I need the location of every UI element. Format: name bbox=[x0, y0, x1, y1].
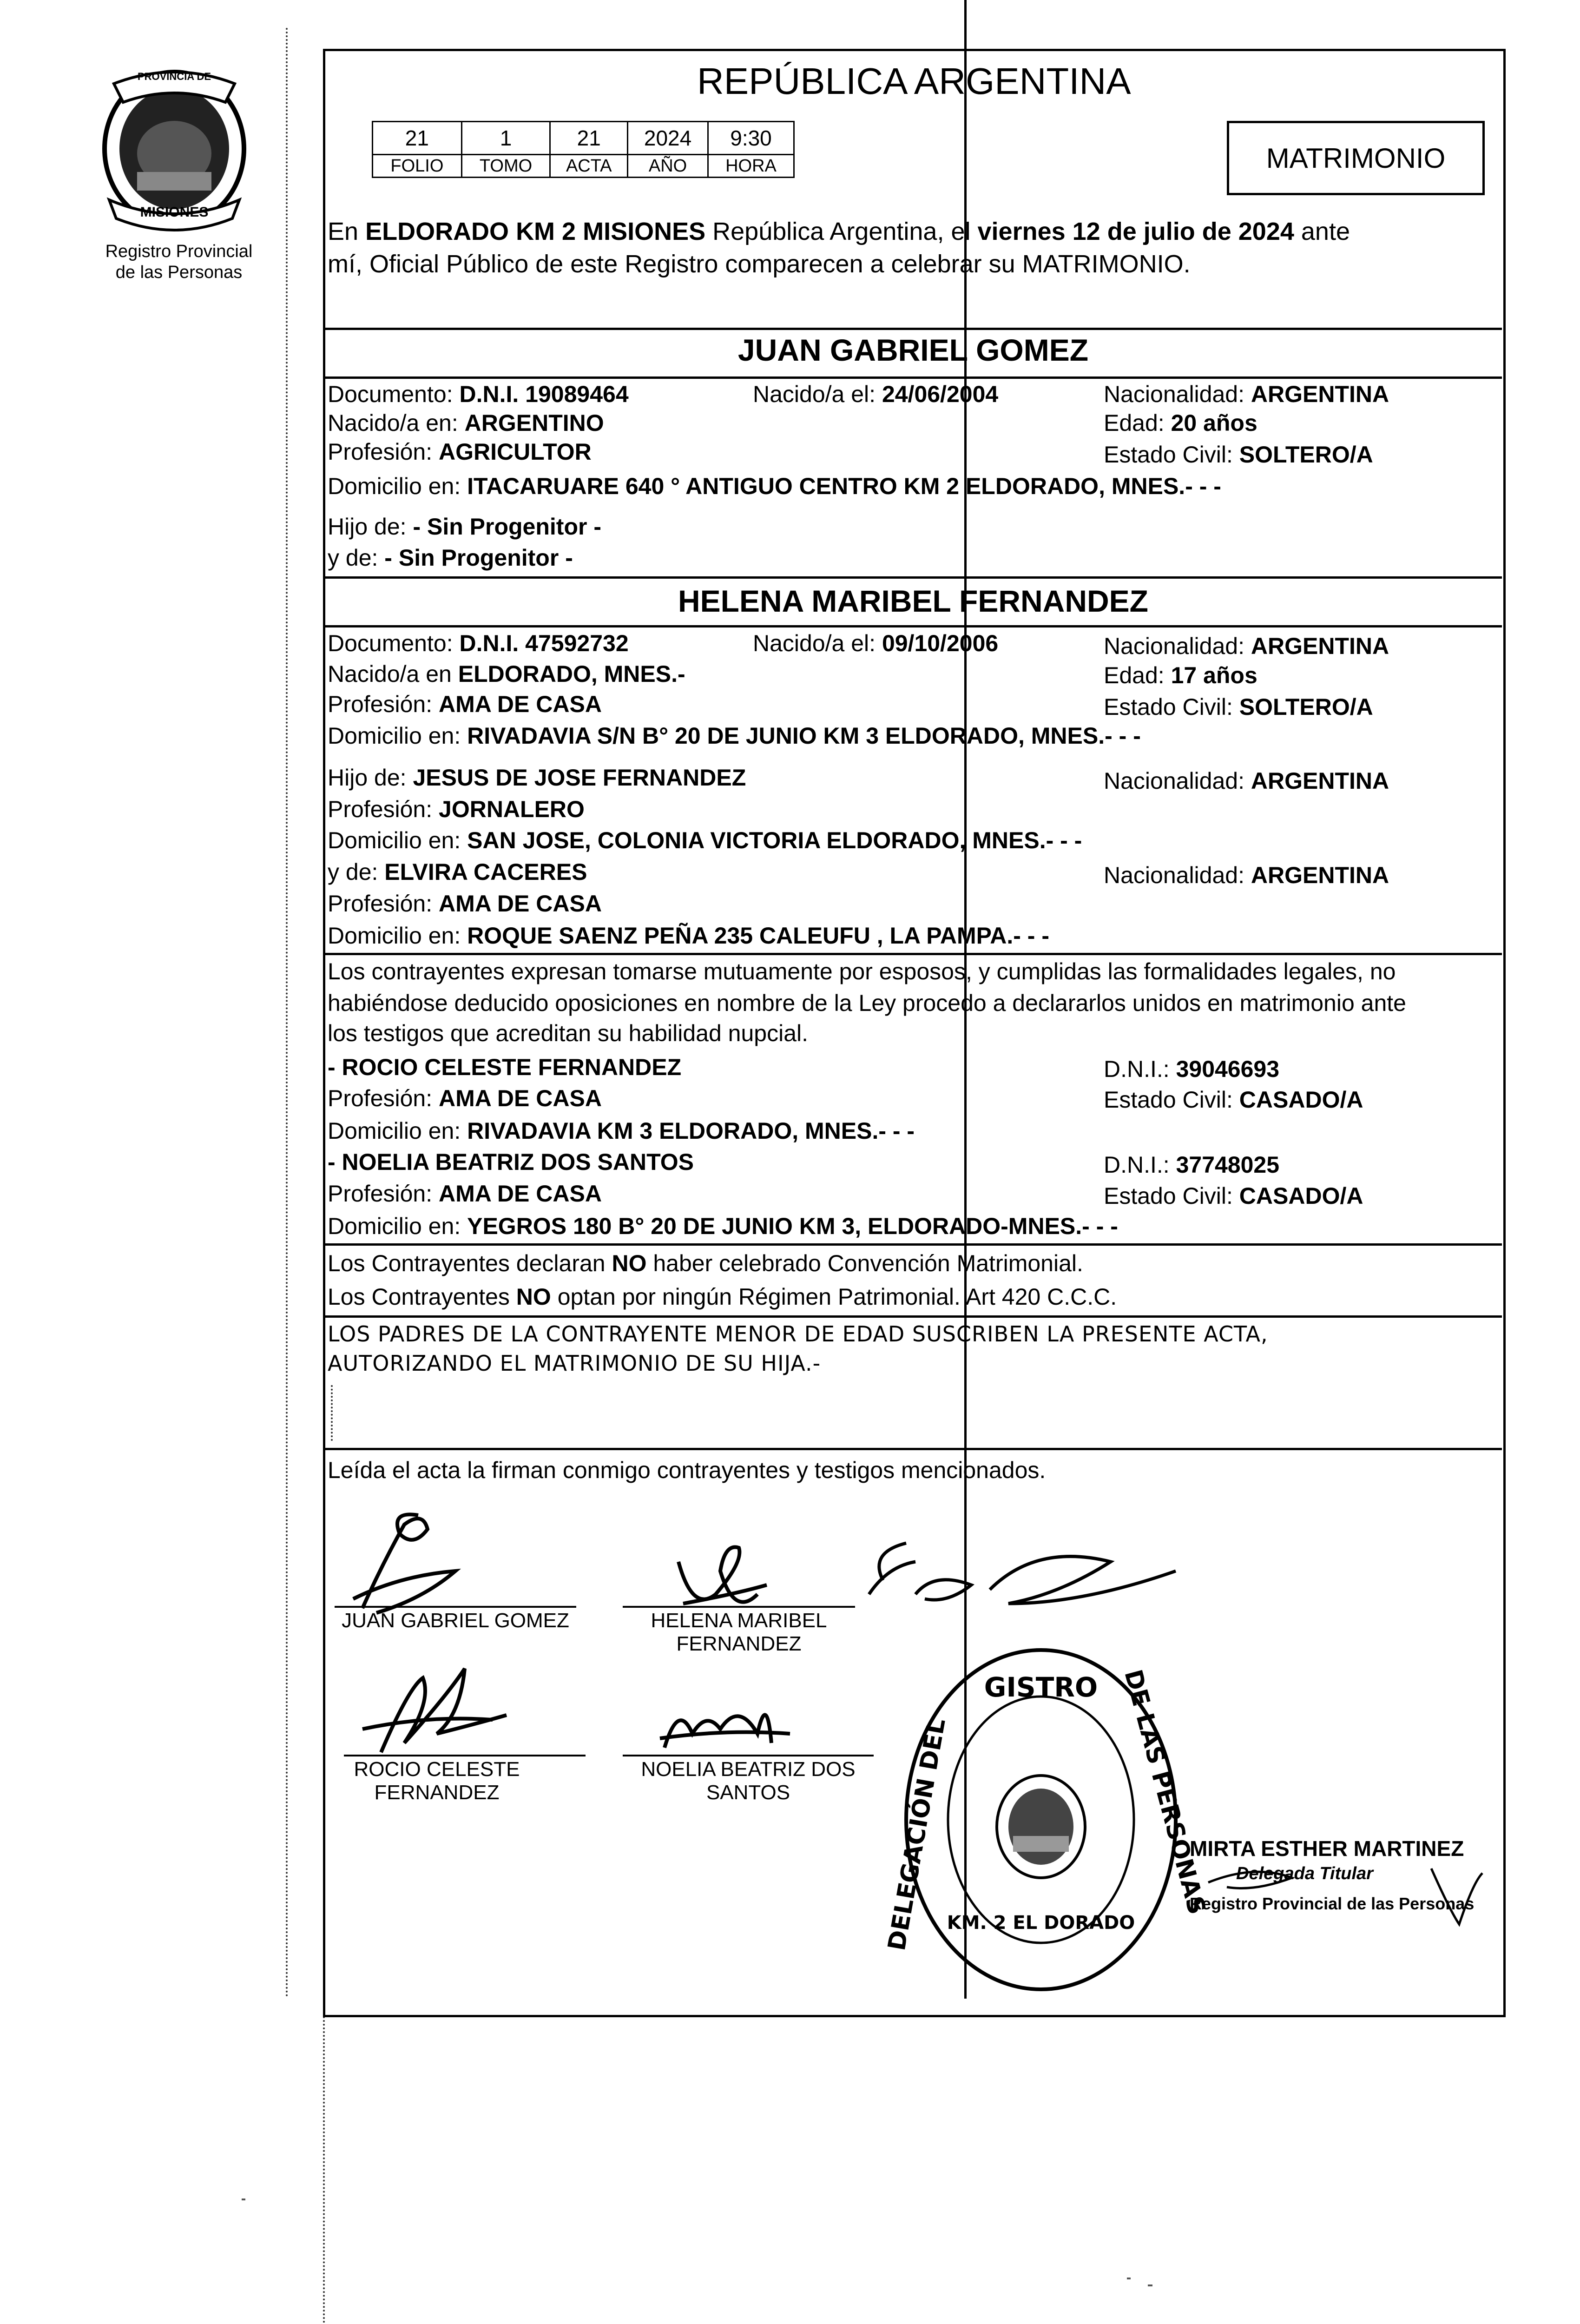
groom-birthplace: Nacido/a en: ARGENTINO bbox=[328, 410, 604, 436]
witness-1-dni: D.N.I.: 39046693 bbox=[1104, 1056, 1280, 1082]
record-grid bbox=[372, 121, 795, 178]
officer-signature bbox=[1199, 1855, 1487, 1934]
signature-line bbox=[623, 1755, 874, 1756]
witness-1-signature-name-1: ROCIO CELESTE bbox=[354, 1758, 520, 1781]
record-folio: 21 bbox=[373, 122, 462, 155]
bride-name: HELENA MARIBEL FERNANDEZ bbox=[678, 584, 1148, 618]
registry-label-2: de las Personas bbox=[115, 263, 243, 282]
witness-2-civil-status: Estado Civil: CASADO/A bbox=[1104, 1183, 1363, 1209]
intro-line-1 bbox=[328, 218, 1350, 244]
witness-2-profession: Profesión: AMA DE CASA bbox=[328, 1181, 602, 1207]
convention-line-1: Los Contrayentes declaran NO haber celebrado Convención Matrimonial. bbox=[328, 1250, 1083, 1276]
intro-date: viernes 12 de julio de 2024 bbox=[977, 218, 1294, 245]
bride-mother-address: Domicilio en: ROQUE SAENZ PEÑA 235 CALEUFU , LA PAMPA.- - - bbox=[328, 923, 1049, 949]
record-hora: 9:30 bbox=[708, 122, 794, 155]
logo-text-top: PROVINCIA DE bbox=[137, 71, 211, 82]
groom-document: Documento: D.N.I. 19089464 bbox=[328, 381, 629, 407]
svg-text:DELEGACIÓN DEL: DELEGACIÓN DEL bbox=[882, 1716, 951, 1953]
margin-guide-line bbox=[323, 2013, 325, 2324]
label-ano: AÑO bbox=[628, 155, 708, 178]
officer-org: Registro Provincial de las Personas bbox=[1190, 1894, 1475, 1913]
groom-address: Domicilio en: ITACARUARE 640 ° ANTIGUO CENTRO KM 2 ELDORADO, MNES.- - - bbox=[328, 473, 1221, 499]
witness-1-signature-name-2: FERNANDEZ bbox=[374, 1781, 500, 1804]
bride-father-address: Domicilio en: SAN JOSE, COLONIA VICTORIA ELDORADO, MNES.- - - bbox=[328, 827, 1082, 853]
divider bbox=[324, 953, 1502, 955]
bride-father-nationality: Nacionalidad: ARGENTINA bbox=[1104, 768, 1389, 794]
doc-type-box bbox=[1227, 121, 1485, 195]
bride-age: Edad: 17 años bbox=[1104, 662, 1257, 688]
label-hora: HORA bbox=[708, 155, 794, 178]
bride-signature-name-2: FERNANDEZ bbox=[676, 1632, 802, 1655]
divider bbox=[324, 625, 1502, 627]
intro-place: ELDORADO KM 2 MISIONES bbox=[365, 218, 706, 245]
witness-2-signature bbox=[651, 1683, 804, 1766]
witness-1-civil-status: Estado Civil: CASADO/A bbox=[1104, 1087, 1363, 1113]
intro-mid: República Argentina, el bbox=[705, 218, 978, 245]
witness-2-signature-name-1: NOELIA BEATRIZ DOS bbox=[641, 1758, 856, 1781]
groom-nationality: Nacionalidad: ARGENTINA bbox=[1104, 381, 1389, 407]
intro-pre: En bbox=[328, 218, 366, 245]
bride-mother-nationality: Nacionalidad: ARGENTINA bbox=[1104, 862, 1389, 888]
margin-guide-line bbox=[286, 28, 288, 1999]
declaration-line-1: Los contrayentes expresan tomarse mutuamente por esposos, y cumplidas las formalidades legales, no bbox=[328, 958, 1396, 984]
margin-guide-line bbox=[331, 1385, 333, 1441]
label-folio: FOLIO bbox=[373, 155, 462, 178]
parents-note-line-1: LOS PADRES DE LA CONTRAYENTE MENOR DE EDAD SUSCRIBEN LA PRESENTE ACTA, bbox=[328, 1321, 1268, 1347]
bride-mother: y de: ELVIRA CACERES bbox=[328, 859, 587, 885]
closing-statement: Leída el acta la firman conmigo contrayentes y testigos mencionados. bbox=[328, 1457, 1046, 1483]
bride-profession: Profesión: AMA DE CASA bbox=[328, 691, 602, 717]
record-ano: 2024 bbox=[628, 122, 708, 155]
groom-signature-name: JUAN GABRIEL GOMEZ bbox=[342, 1609, 569, 1632]
groom-parent-2: y de: - Sin Progenitor - bbox=[328, 545, 573, 571]
bride-signature-name-1: HELENA MARIBEL bbox=[651, 1609, 827, 1632]
divider bbox=[324, 376, 1502, 379]
divider bbox=[324, 1448, 1502, 1450]
groom-civil-status: Estado Civil: SOLTERO/A bbox=[1104, 442, 1373, 468]
parents-note-line-2: AUTORIZANDO EL MATRIMONIO DE SU HIJA.- bbox=[328, 1351, 821, 1376]
signature-line bbox=[335, 1606, 576, 1608]
svg-text:KM. 2 EL DORADO: KM. 2 EL DORADO bbox=[947, 1912, 1135, 1934]
doc-type: MATRIMONIO bbox=[1266, 142, 1446, 174]
divider bbox=[324, 1315, 1502, 1318]
declaration-line-2: habiéndose deducido oposiciones en nombre de la Ley procedo a declararlos unidos en matrimonio ante bbox=[328, 990, 1406, 1016]
witness-1-signature bbox=[353, 1659, 520, 1766]
bride-document: Documento: D.N.I. 47592732 bbox=[328, 630, 629, 656]
intro-post: ante bbox=[1294, 218, 1350, 245]
logo-text-bottom: MISIONES bbox=[140, 205, 209, 220]
witness-2-dni: D.N.I.: 37748025 bbox=[1104, 1152, 1280, 1178]
divider bbox=[324, 576, 1502, 579]
signature-line bbox=[344, 1755, 586, 1756]
registry-label-1: Registro Provincial bbox=[105, 242, 253, 261]
officer-title: Delegada Titular bbox=[1236, 1864, 1373, 1883]
witness-1-name: - ROCIO CELESTE FERNANDEZ bbox=[328, 1054, 682, 1080]
divider bbox=[324, 1243, 1502, 1246]
registry-stamp bbox=[882, 1641, 1211, 1999]
record-tomo: 1 bbox=[461, 122, 550, 155]
intro-line-2: mí, Oficial Público de este Registro comparecen a celebrar su MATRIMONIO. bbox=[328, 250, 1191, 278]
witness-2-address: Domicilio en: YEGROS 180 B° 20 DE JUNIO KM 3, ELDORADO-MNES.- - - bbox=[328, 1213, 1118, 1239]
groom-profession: Profesión: AGRICULTOR bbox=[328, 439, 592, 465]
groom-parent-1: Hijo de: - Sin Progenitor - bbox=[328, 514, 601, 540]
groom-name: JUAN GABRIEL GOMEZ bbox=[737, 333, 1089, 367]
bride-birthdate: Nacido/a el: 09/10/2006 bbox=[753, 630, 999, 656]
divider bbox=[324, 328, 1502, 330]
convention-line-2: Los Contrayentes NO optan por ningún Régimen Patrimonial. Art 420 C.C.C. bbox=[328, 1284, 1117, 1310]
scan-mark bbox=[242, 2199, 245, 2200]
record-acta: 21 bbox=[550, 122, 628, 155]
witness-1-profession: Profesión: AMA DE CASA bbox=[328, 1085, 602, 1111]
svg-text:DE LAS PERSONAS: DE LAS PERSONAS bbox=[1119, 1666, 1211, 1918]
groom-age: Edad: 20 años bbox=[1104, 410, 1257, 436]
bride-father-profession: Profesión: JORNALERO bbox=[328, 796, 585, 822]
groom-signature bbox=[335, 1506, 483, 1627]
scan-mark bbox=[1127, 2278, 1131, 2279]
bride-address: Domicilio en: RIVADAVIA S/N B° 20 DE JUNIO KM 3 ELDORADO, MNES.- - - bbox=[328, 723, 1141, 749]
bride-signature-extra bbox=[850, 1534, 1185, 1622]
bride-nationality: Nacionalidad: ARGENTINA bbox=[1104, 633, 1389, 659]
svg-text:GISTRO: GISTRO bbox=[984, 1671, 1098, 1703]
bride-father: Hijo de: JESUS DE JOSE FERNANDEZ bbox=[328, 765, 746, 791]
bride-birthplace: Nacido/a en ELDORADO, MNES.- bbox=[328, 661, 685, 687]
bride-mother-profession: Profesión: AMA DE CASA bbox=[328, 891, 602, 917]
officer-name: MIRTA ESTHER MARTINEZ bbox=[1190, 1836, 1464, 1861]
signature-line bbox=[623, 1606, 855, 1608]
country-title: REPÚBLICA ARGENTINA bbox=[697, 60, 1131, 102]
bride-civil-status: Estado Civil: SOLTERO/A bbox=[1104, 694, 1373, 720]
witness-1-address: Domicilio en: RIVADAVIA KM 3 ELDORADO, MNES.- - - bbox=[328, 1118, 915, 1144]
groom-birthdate: Nacido/a el: 24/06/2004 bbox=[753, 381, 999, 407]
label-tomo: TOMO bbox=[461, 155, 550, 178]
witness-2-signature-name-2: SANTOS bbox=[706, 1781, 790, 1804]
witness-2-name: - NOELIA BEATRIZ DOS SANTOS bbox=[328, 1149, 694, 1175]
declaration-line-3: los testigos que acreditan su habilidad nupcial. bbox=[328, 1020, 809, 1046]
label-acta: ACTA bbox=[550, 155, 628, 178]
scan-mark bbox=[1148, 2284, 1152, 2286]
